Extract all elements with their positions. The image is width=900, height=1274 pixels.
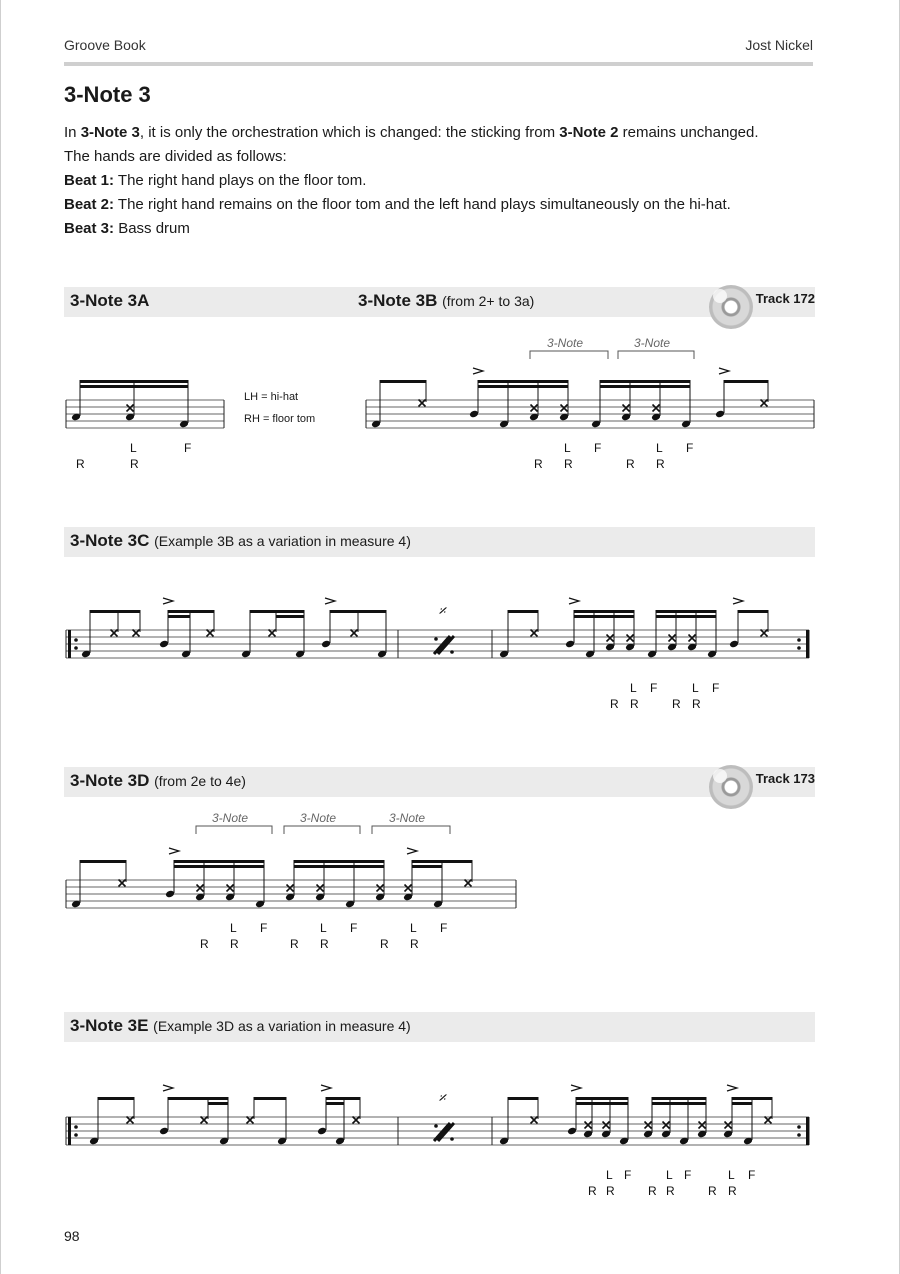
hihat-note bbox=[531, 630, 538, 637]
track-173-label: Track 173 bbox=[755, 771, 815, 786]
hihat-note bbox=[761, 400, 768, 407]
sticking-label: F bbox=[624, 1168, 632, 1182]
legend-rh: RH = floor tom bbox=[244, 413, 316, 425]
hihat-note bbox=[317, 885, 324, 892]
repeat-start-bar bbox=[68, 1117, 71, 1145]
example-title-3b: 3-Note 3B (from 2+ to 3a) bbox=[358, 291, 535, 310]
sticking-label: L bbox=[630, 681, 637, 695]
repeat-dot bbox=[797, 646, 801, 650]
hihat-note bbox=[689, 635, 696, 642]
beat-1: Beat 1: The right hand plays on the floor tom. bbox=[64, 172, 367, 189]
repeat-dot bbox=[797, 1133, 801, 1137]
note-beam bbox=[90, 610, 140, 613]
sticking-foot: F bbox=[184, 441, 192, 455]
sticking-label: R bbox=[708, 1184, 717, 1198]
hihat-note bbox=[197, 885, 204, 892]
example-title-3a: 3-Note 3A bbox=[70, 291, 150, 310]
note-beam bbox=[508, 610, 538, 613]
hihat-note bbox=[623, 405, 630, 412]
hands-intro: The hands are divided as follows: bbox=[64, 148, 287, 165]
sticking-label: L bbox=[606, 1168, 613, 1182]
tuplet-label: 3-Note bbox=[389, 811, 426, 825]
tuplet-label: 3-Note bbox=[634, 336, 671, 350]
hihat-note bbox=[119, 880, 126, 887]
sticking-label: R bbox=[610, 697, 619, 711]
accent-mark bbox=[727, 1085, 737, 1091]
note-beam bbox=[412, 865, 442, 868]
sticking-label: R bbox=[648, 1184, 657, 1198]
staff-3a bbox=[64, 340, 234, 480]
tuplet-label: 3-Note bbox=[300, 811, 337, 825]
repeat-start-bar bbox=[68, 630, 71, 658]
tuplet-label: 3-Note bbox=[547, 336, 584, 350]
note-beam bbox=[174, 865, 264, 868]
hihat-note bbox=[645, 1122, 652, 1129]
note-beam bbox=[576, 1097, 628, 1100]
measure-repeat-icon-dot bbox=[434, 637, 438, 641]
note-beam bbox=[574, 615, 634, 618]
accent-mark bbox=[733, 598, 743, 604]
sticking-label: R bbox=[672, 697, 681, 711]
sticking-label: R bbox=[564, 457, 573, 471]
note-beam bbox=[326, 1102, 344, 1105]
sticking-label: R bbox=[290, 937, 299, 951]
repeat-count-mark: 𝄎 bbox=[438, 603, 446, 620]
sticking-label: R bbox=[534, 457, 543, 471]
hihat-note bbox=[607, 635, 614, 642]
repeat-end-bar bbox=[806, 630, 809, 658]
sticking-label: R bbox=[588, 1184, 597, 1198]
sticking-label: L bbox=[320, 921, 327, 935]
sticking-label: L bbox=[230, 921, 237, 935]
sticking-label: F bbox=[350, 921, 358, 935]
example-band-c bbox=[64, 527, 815, 557]
hihat-note bbox=[765, 1117, 772, 1124]
tuplet-bracket bbox=[196, 826, 272, 834]
repeat-dot bbox=[797, 1125, 801, 1129]
sticking-right: R bbox=[76, 457, 85, 471]
sticking-label: F bbox=[260, 921, 268, 935]
sticking-label: L bbox=[728, 1168, 735, 1182]
legend-lh: LH = hi-hat bbox=[244, 391, 299, 403]
example-title-3c: 3-Note 3C (Example 3B as a variation in measure 4) bbox=[70, 531, 411, 550]
sticking-label: F bbox=[686, 441, 694, 455]
tuplet-bracket bbox=[618, 351, 694, 359]
hihat-note bbox=[531, 1117, 538, 1124]
example-band-d bbox=[64, 767, 815, 797]
note-beam bbox=[330, 610, 386, 613]
note-beam bbox=[732, 1102, 752, 1105]
accent-mark bbox=[163, 1085, 173, 1091]
hihat-note bbox=[247, 1117, 254, 1124]
note-beam bbox=[168, 1097, 228, 1100]
note-beam bbox=[294, 860, 384, 863]
note-beam bbox=[326, 1097, 360, 1100]
sticking-label: R bbox=[320, 937, 329, 951]
tuplet-bracket bbox=[530, 351, 608, 359]
note-beam bbox=[276, 615, 304, 618]
hihat-note bbox=[561, 405, 568, 412]
hihat-note bbox=[201, 1117, 208, 1124]
repeat-end-bar bbox=[806, 1117, 809, 1145]
note-beam bbox=[168, 610, 214, 613]
accent-mark bbox=[325, 598, 335, 604]
hihat-note bbox=[627, 635, 634, 642]
hihat-note bbox=[653, 405, 660, 412]
repeat-dot bbox=[74, 1125, 78, 1129]
hihat-note bbox=[663, 1122, 670, 1129]
measure-repeat-icon-dot bbox=[434, 1124, 438, 1128]
note-beam bbox=[98, 1097, 134, 1100]
sticking-label: R bbox=[626, 457, 635, 471]
sticking-label: R bbox=[200, 937, 209, 951]
hihat-note bbox=[351, 630, 358, 637]
note-beam bbox=[724, 380, 768, 383]
example-band-e bbox=[64, 1012, 815, 1042]
audio-cd-icon bbox=[709, 285, 753, 329]
hihat-note bbox=[531, 405, 538, 412]
audio-cd-icon bbox=[709, 765, 753, 809]
hihat-note bbox=[699, 1122, 706, 1129]
accent-mark bbox=[569, 598, 579, 604]
measure-repeat-icon-dot bbox=[450, 650, 454, 654]
staff-3b bbox=[364, 325, 816, 480]
author-name: Jost Nickel bbox=[745, 37, 813, 53]
accent-mark bbox=[719, 368, 729, 374]
note-beam bbox=[508, 1097, 538, 1100]
hihat-note bbox=[603, 1122, 610, 1129]
note-beam bbox=[574, 610, 634, 613]
sticking-label: F bbox=[712, 681, 720, 695]
example-band-ab bbox=[64, 287, 815, 317]
note-beam bbox=[652, 1097, 706, 1100]
note-beam bbox=[294, 865, 384, 868]
section-title: 3-Note 3 bbox=[64, 82, 151, 107]
sticking-label: F bbox=[650, 681, 658, 695]
measure-repeat-icon-dot bbox=[450, 1137, 454, 1141]
repeat-dot bbox=[797, 638, 801, 642]
beat-3: Beat 3: Bass drum bbox=[64, 220, 190, 237]
hihat-note bbox=[725, 1122, 732, 1129]
sticking-label: R bbox=[230, 937, 239, 951]
sticking-right: R bbox=[130, 457, 139, 471]
hihat-note bbox=[585, 1122, 592, 1129]
hihat-note bbox=[207, 630, 214, 637]
sticking-label: L bbox=[410, 921, 417, 935]
hihat-note bbox=[133, 630, 140, 637]
hihat-note bbox=[761, 630, 768, 637]
sticking-label: R bbox=[656, 457, 665, 471]
note-beam bbox=[168, 615, 190, 618]
sticking-label: R bbox=[410, 937, 419, 951]
note-beam bbox=[174, 860, 264, 863]
sticking-label: F bbox=[748, 1168, 756, 1182]
accent-mark bbox=[571, 1085, 581, 1091]
note-beam bbox=[656, 615, 716, 618]
hihat-note bbox=[127, 405, 134, 412]
example-title-3d: 3-Note 3D (from 2e to 4e) bbox=[70, 771, 246, 790]
note-beam bbox=[478, 380, 568, 383]
accent-mark bbox=[169, 848, 179, 854]
note-beam bbox=[600, 385, 690, 388]
tuplet-bracket bbox=[284, 826, 360, 834]
sticking-label: R bbox=[692, 697, 701, 711]
sticking-label: R bbox=[380, 937, 389, 951]
hihat-note bbox=[377, 885, 384, 892]
repeat-count-mark: 𝄎 bbox=[438, 1090, 446, 1107]
tuplet-bracket bbox=[372, 826, 450, 834]
note-beam bbox=[80, 385, 188, 388]
sticking-label: L bbox=[656, 441, 663, 455]
note-beam bbox=[656, 610, 716, 613]
running-header bbox=[64, 36, 813, 66]
note-beam bbox=[80, 860, 126, 863]
sticking-label: L bbox=[666, 1168, 673, 1182]
repeat-dot bbox=[74, 1133, 78, 1137]
hihat-note bbox=[227, 885, 234, 892]
sticking-label: R bbox=[728, 1184, 737, 1198]
accent-mark bbox=[473, 368, 483, 374]
hihat-note bbox=[353, 1117, 360, 1124]
repeat-dot bbox=[74, 638, 78, 642]
accent-mark bbox=[163, 598, 173, 604]
note-beam bbox=[254, 1097, 286, 1100]
sticking-label: L bbox=[692, 681, 699, 695]
note-beam bbox=[600, 380, 690, 383]
example-title-3e: 3-Note 3E (Example 3D as a variation in measure 4) bbox=[70, 1016, 411, 1035]
staff-3c bbox=[64, 590, 816, 720]
hihat-note bbox=[269, 630, 276, 637]
note-beam bbox=[250, 610, 304, 613]
note-beam bbox=[380, 380, 426, 383]
note-beam bbox=[412, 860, 472, 863]
sticking-label: L bbox=[564, 441, 571, 455]
sticking-label: R bbox=[606, 1184, 615, 1198]
note-beam bbox=[478, 385, 568, 388]
page-number: 98 bbox=[64, 1228, 80, 1244]
note-beam bbox=[80, 380, 188, 383]
sticking-label: R bbox=[630, 697, 639, 711]
intro-text bbox=[64, 122, 815, 242]
note-beam bbox=[208, 1102, 228, 1105]
note-beam bbox=[576, 1102, 628, 1105]
sticking-label: F bbox=[440, 921, 448, 935]
hihat-note bbox=[287, 885, 294, 892]
sticking-label: F bbox=[594, 441, 602, 455]
note-beam bbox=[732, 1097, 772, 1100]
staff-3d bbox=[64, 800, 519, 955]
repeat-dot bbox=[74, 646, 78, 650]
note-beam bbox=[652, 1102, 706, 1105]
accent-mark bbox=[407, 848, 417, 854]
hihat-note bbox=[465, 880, 472, 887]
book-title: Groove Book bbox=[64, 37, 146, 53]
beat-2: Beat 2: The right hand remains on the floor tom and the left hand plays simultaneously on the hi-hat. bbox=[64, 196, 731, 213]
hihat-note bbox=[127, 1117, 134, 1124]
staff-3e bbox=[64, 1075, 816, 1210]
hihat-note bbox=[111, 630, 118, 637]
track-172-label: Track 172 bbox=[755, 291, 815, 306]
accent-mark bbox=[321, 1085, 331, 1091]
note-beam bbox=[738, 610, 768, 613]
intro-paragraph: In 3-Note 3, it is only the orchestration which is changed: the sticking from 3-Note 2 remains unchanged. bbox=[64, 124, 759, 141]
sticking-label: R bbox=[666, 1184, 675, 1198]
hihat-note bbox=[419, 400, 426, 407]
sticking-label: F bbox=[684, 1168, 692, 1182]
sticking-left: L bbox=[130, 441, 137, 455]
tuplet-label: 3-Note bbox=[212, 811, 249, 825]
hihat-note bbox=[405, 885, 412, 892]
hihat-note bbox=[669, 635, 676, 642]
